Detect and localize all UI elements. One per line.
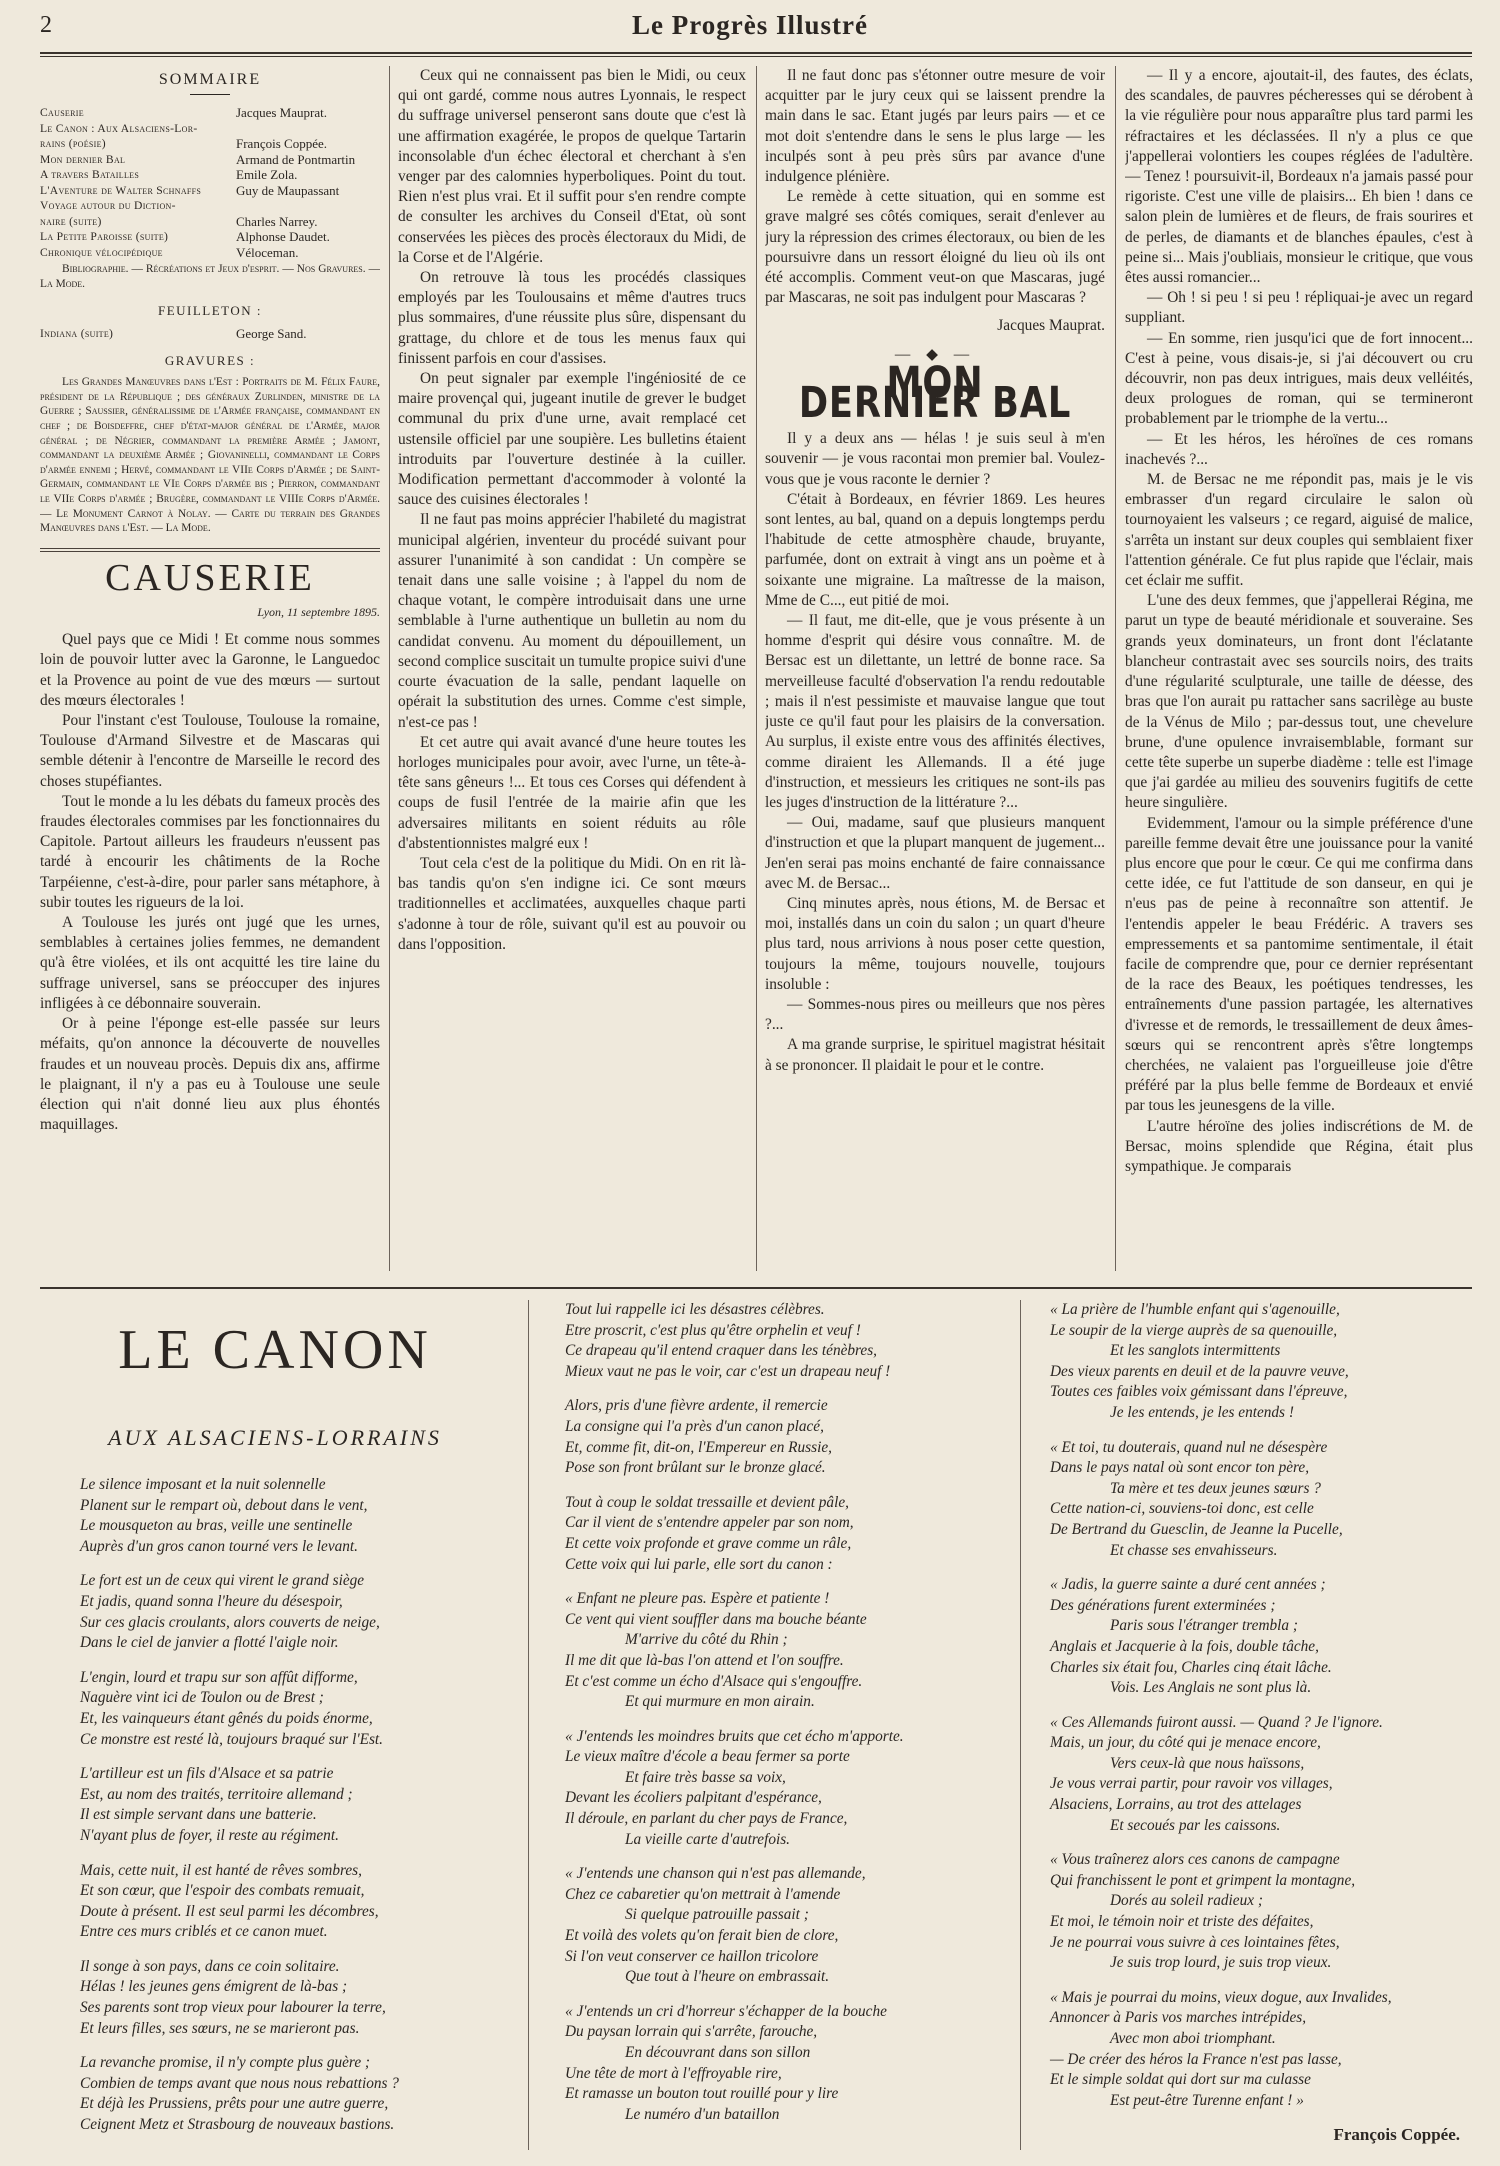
article-paragraph: C'était à Bordeaux, en février 1869. Les heures sont lentes, au bal, quand on a depuis longtemps perdu l'habitude de cette atmosphère chaude, bruyante, parfumée, dont on extrait à vingt ans un poème et à soixante une migraine. La maîtresse de la maison, Mme de C..., eut pitié de moi. (765, 490, 1105, 609)
poem-line: Et déjà les Prussiens, prêts pour une autre guerre, (80, 2095, 389, 2113)
poem-stanza (565, 1727, 995, 1851)
poem-line: « Ces Allemands fuiront aussi. — Quand ? Je l'ignore. (1050, 1713, 1383, 1731)
poem-stanza (1050, 1575, 1460, 1699)
toc-row (40, 121, 380, 137)
poem-line: Ce drapeau qu'il entend craquer dans les ténèbres, (565, 1342, 877, 1360)
toc-author: Jacques Mauprat. (236, 105, 327, 121)
poem-line: Il déroule, en parlant du cher pays de France, (565, 1810, 848, 1828)
article-paragraph: A ma grande surprise, le spirituel magistrat hésitait à se prononcer. Il plaidait le pour et le contre. (765, 1036, 1105, 1074)
toc-section: L'Aventure de Walter Schnaffs (40, 183, 202, 197)
causerie-text-b (398, 66, 746, 955)
poem-line: Paris sous l'étranger trembla ; (1110, 1617, 1298, 1635)
poem-line: Il est simple servant dans une batterie. (80, 1806, 317, 1824)
poem-line: Le fort est un de ceux qui virent le grand siège (80, 1572, 365, 1590)
column-1 (40, 66, 380, 1266)
toc-author: Emile Zola. (236, 167, 298, 183)
poem-line: Du paysan lorrain qui s'arrête, farouche, (565, 2023, 818, 2041)
article-paragraph: M. de Bersac ne me répondit pas, mais je le vis embrasser d'un regard circulaire le salon où tournoyaient les valseurs ; ce regard, aiguisé de malice, s'arrêta un instant sur deux couples qui semblaient fixer l'attention générale. Ce fut plus rapide que l'éclair, mais cet éclair me suffit. (1125, 471, 1473, 590)
toc-section: Indiana (suite) (40, 326, 114, 340)
poem-line: Chez ce cabaretier qu'on mettrait à l'amende (565, 1885, 841, 1903)
gravures-text: Les Grandes Manœuvres dans l'Est : Portraits de M. Félix Faure, président de la République ; des généraux Zurlinden, ministre de la Guerre ; Saussier, généralissime de l'Armée française, commandant en chef ; de Boisdeffre, chef d'état-major général de l'Armée, major général ; de Négrier, commandant la première Armée ; Jamont, commandant la deuxième Armée ; Giovaninelli, commandant le Corps d'armée ennemi ; Hervé, commandant le VIIe Corps d'Armée ; de Saint-Germain, commandant le VIe Corps d'armée bis ; Pierron, commandant le VIIe Corps d'armée ; Brugère, commandant le VIIIe Corps d'Armée. — Le Monument Carnot à Nolay. — Carte du terrain des Grandes Manœuvres dans l'Est. — La Mode. (40, 376, 380, 535)
poem-line: Dans le ciel de janvier a flotté l'aigle noir. (80, 1634, 339, 1652)
poem-line: Mais, cette nuit, il est hanté de rêves sombres, (80, 1861, 362, 1879)
poem-line: Dans le pays natal où sont encor ton père, (1050, 1459, 1310, 1477)
article-paragraph: — Et les héros, les héroïnes de ces romans inachevés ?... (1125, 430, 1473, 468)
toc-section: Chronique vélocipédique (40, 245, 163, 259)
poem-line: Est peut-être Turenne enfant ! » (1110, 2091, 1304, 2109)
poem-line: Ce monstre est resté là, toujours braqué sur l'Est. (80, 1730, 383, 1748)
poem-line: Vois. Les Anglais ne sont plus là. (1110, 1679, 1312, 1697)
poem-title: LE CANON (118, 1319, 432, 1381)
poem-line: « Vous traînerez alors ces canons de campagne (1050, 1851, 1340, 1869)
poem-line: Et qui murmure en mon airain. (625, 1693, 815, 1711)
article-paragraph: A Toulouse les jurés ont jugé que les urnes, semblables à certaines jolies femmes, ne demandent qu'à être violées, et ils ont acquitté les tire laine du suffrage universel, sans se préoccuper des injures infligées à ce débonnaire souverain. (40, 914, 380, 1012)
article-paragraph: Et cet autre qui avait avancé d'une heure toutes les horloges municipales pour avoir, avec l'urne, un tête-à-tête sans gêneurs !... Et tous ces Corses qui défendent à coups de fusil l'entrée de la mairie afin que les adversaires militants en soient réduits au rôle d'abstentionnistes malgré eux ! (398, 733, 746, 852)
poem-line: Et jadis, quand sonna l'heure du désespoir, (80, 1592, 343, 1610)
poem-stanza (565, 1589, 995, 1713)
poem-line: Combien de temps avant que nous nous rebattions ? (80, 2074, 399, 2092)
poem-line: Et voilà des volets qu'on ferait bien de clore, (565, 1927, 839, 1945)
poem-line: Et ramasse un bouton tout rouillé pour y lire (565, 2085, 839, 2103)
poem-line: Sur ces glacis croulants, alors couverts de neige, (80, 1613, 380, 1631)
poem-line: Que tout à l'heure on embrassait. (625, 1968, 830, 1986)
article-paragraph: — Il y a encore, ajoutait-il, des fautes, des éclats, des scandales, de pauvres pécheresses qui se dérobent à la vie régulière pour nous apparaître plus tard parmi les réfractaires et les déclassées. Il n'y a plus ce que j'appellerai volontiers les coupes réglées de l'adultère. — Tenez ! poursuivit-il, Bordeaux n'a jamais passé pour rigoriste. C'est une ville de plaisirs... Eh bien ! dans ce salon plein de lumières et de fleurs, de frais sourires et de perles, de diamants et de blanches épaules, c'est à peine si... Mais j'oubliais, monsieur le critique, que vous êtes aussi romancier... (1125, 67, 1473, 287)
article-paragraph: Il ne faut donc pas s'étonner outre mesure de voir acquitter par le jury ceux qui se laissent prendre la main dans le sac. Etant jugés par leurs pairs — et ce mot doit s'entendre dans le sens le plus large — les inculpés sont à peu près sûrs par avance d'une indulgence plénière. (765, 67, 1105, 186)
poem-line: Des vieux parents en deuil et de la pauvre veuve, (1050, 1362, 1349, 1380)
column-3 (765, 66, 1105, 1266)
section-divider (40, 548, 380, 552)
poem-line: Il songe à son pays, dans ce coin solitaire. (80, 1957, 340, 1975)
poem-line: Planent sur le rempart où, debout dans le vent, (80, 1496, 368, 1514)
poem-stanza (1050, 1438, 1460, 1562)
middle-rule (40, 1287, 1472, 1289)
poem-line: Ce vent qui vient souffler dans ma bouche béante (565, 1610, 867, 1628)
article-paragraph: On retrouve là tous les procédés classiques employés par les Toulousains et même d'autres trucs plus sommaires, d'une réussite plus sûre, dispensant du grattage, du chlore et de tous les menus faux qui finissent parfois en cour d'assises. (398, 269, 746, 367)
toc-row (40, 105, 380, 121)
poem-stanza (80, 1668, 480, 1750)
poem-line: « J'entends un cri d'horreur s'échapper de la bouche (565, 2002, 887, 2020)
poem-line: Le soupir de la vierge auprès de sa quenouille, (1050, 1321, 1338, 1339)
poem-line: Et moi, le témoin noir et triste des défaites, (1050, 1913, 1314, 1931)
poem-line: De Bertrand du Guesclin, de Jeanne la Pucelle, (1050, 1520, 1343, 1538)
poem-stanza (1050, 1300, 1460, 1424)
article-paragraph: Evidemment, l'amour ou la simple préférence d'une pareille femme devait être une jouissance pour la vanité plus encore que pour le cœur. Ce qui me confirma dans cette idée, ce fut l'attitude de son danseur, en qui je n'eus pas de peine à reconnaître son attentif. Je l'entendis appeler le beau Frédéric. A travers ses empressements et sa pantomime sentimentale, il était facile de comprendre que, pour ce dernier représentant de la race des Beaux, les poétiques tendresses, les entraînements d'une passion partagée, les alternatives d'ivresse et de remords, le tressaillement de deux âmes-sœurs qui se rencontrent après s'être longtemps cherchées, ne valaient pas l'orgueilleuse joie d'être préféré par la plus belle femme de Bordeaux et envié par tous les jeunesgens de la ville. (1125, 814, 1473, 1115)
poem-line: Alors, pris d'une fièvre ardente, il remercie (565, 1397, 828, 1415)
poem-column-1 (80, 1475, 480, 2150)
poem-line: Ceignent Metz et Strasbourg de nouveaux bastions. (80, 2116, 395, 2134)
article-paragraph: L'une des deux femmes, que j'appellerai Régina, me parut un type de beauté méridionale et souveraine. Ses grands yeux dominateurs, un front dont l'éclatante blancheur contrastait avec ses sourcils noirs, des traits d'une régularité sculpturale, une taille de déesse, des bras que l'on aurait pu rattacher sans sacrilège au buste de la Vénus de Milo ; par-dessus tout, une chevelure brune, d'une opulence invraisemblable, formant sur cette tête superbe un superbe diadème : telle est l'image que j'ai gardée au milieu des souvenirs fugitifs de cette heure singulière. (1125, 592, 1473, 812)
poem-stanza (565, 1493, 995, 1575)
poem-line: Et c'est comme un écho d'Alsace qui s'engouffre. (565, 1672, 863, 1690)
poem-line: Si quelque patrouille passait ; (625, 1906, 809, 1924)
poem-column-2 (565, 1300, 995, 2139)
poem-line: Etre proscrit, c'est plus qu'être orphelin et veuf ! (565, 1321, 861, 1339)
poem-line: Ta mère et tes deux jeunes sœurs ? (1110, 1479, 1321, 1497)
article-paragraph: Pour l'instant c'est Toulouse, Toulouse la romaine, Toulouse d'Armand Silvestre et de Mascaras qui semble détenir à l'encontre de Marseille le record des choses stupéfiantes. (40, 712, 380, 790)
poem-line: « Jadis, la guerre sainte a duré cent années ; (1050, 1576, 1326, 1594)
poem-line: Le silence imposant et la nuit solennelle (80, 1476, 326, 1493)
poem-line: Le vieux maître d'école a beau fermer sa porte (565, 1748, 850, 1766)
article-paragraph: Or à peine l'éponge est-elle passée sur leurs méfaits, qu'on annonce la découverte de nouvelles fraudes et un nouveau procès. Depuis dix ans, affirme le plaignant, il n'y a pas eu à Toulouse une seule élection qui n'ait donné lieu aux plus éhontés maquillages. (40, 1015, 380, 1134)
poem-line: Le numéro d'un bataillon (625, 2105, 780, 2123)
poem-line: Vers ceux-là que nous haïssons, (1110, 1754, 1305, 1772)
poem-line: Entre ces murs criblés et ce canon muet. (80, 1923, 328, 1941)
poem-line: Cette nation-ci, souviens-toi donc, est celle (1050, 1500, 1314, 1518)
poem-subtitle: AUX ALSACIENS-LORRAINS (108, 1425, 442, 1450)
poem-line: Devant les écoliers palpitant d'espérance, (565, 1789, 822, 1807)
article-paragraph: On peut signaler par exemple l'ingéniosité de ce maire provençal qui, jugeant inutile de grever le budget communal du prix d'une urne, avait remplacé cet ustensile officiel par une soupière. Les bulletins étaient introduits par l'ouverture destinée à la cuiller. Modification permettant d'accommoder à volonté la sauce des cuisines électorales ! (398, 370, 746, 509)
toc-author: Armand de Pontmartin (236, 151, 356, 167)
toc-section: Causerie (40, 106, 84, 120)
poem-line: Dorés au soleil radieux ; (1110, 1892, 1263, 1910)
bal-text-a (765, 429, 1105, 1076)
bal-title: MON DERNIER BAL (798, 357, 1072, 429)
poem-stanza (1050, 1988, 1460, 2112)
article-paragraph: — Oh ! si peu ! si peu ! répliquai-je avec un regard suppliant. (1125, 289, 1473, 327)
article-paragraph: Il ne faut pas moins apprécier l'habileté du magistrat municipal algérien, inventeur du procédé suivant pour assurer l'unanimité à son candidat : Un compère se tenait dans une salle voisine ; à l'appel du nom de chaque votant, le compère introduisait dans une urne semblable à l'urne authentique un bulletin au nom du candidat convenu. Au moment du dépouillement, un second complice suscitait un tumulte propice suivi d'une courte évacuation de la salle, pendant laquelle on opérait la substitution des urnes. Comme c'est simple, n'est-ce pas ! (398, 511, 746, 731)
poem-line: Charles six était fou, Charles cinq était lâche. (1050, 1658, 1332, 1676)
poem-line: Une tête de mort à l'effroyable rire, (565, 2064, 782, 2082)
poem-line: Alsaciens, Lorrains, au trot des attelages (1050, 1796, 1302, 1814)
poem-line: Cette voix qui lui parle, elle sort du canon : (565, 1555, 833, 1573)
poem-stanza (80, 1475, 480, 1557)
poem-line: Tout lui rappelle ici les désastres célèbres. (565, 1301, 825, 1318)
poem-divider (528, 1300, 529, 2150)
toc-section: Le Canon : Aux Alsaciens-Lor- (40, 121, 198, 135)
poem-line: Si l'on veut conserver ce haillon tricolore (565, 1947, 819, 1965)
poem-line: « J'entends les moindres bruits que cet écho m'apporte. (565, 1727, 904, 1745)
toc-row (40, 214, 380, 230)
column-divider (389, 66, 390, 1271)
poem-line: Doute à présent. Il est seul parmi les décombres, (80, 1902, 379, 1920)
poem-stanza (80, 1957, 480, 2039)
article-paragraph: Le remède à cette situation, qui en somme est grave malgré ses côtés comiques, serait d'enlever au jury la répression des crimes électoraux, ou bien de les poursuivre dans un ressort éloigné du lieu où ils ont été accomplis. Comment veut-on que Mascaras, jugé par Mascaras, ne soit pas indulgent pour Mascaras ? (765, 188, 1105, 307)
toc-section: Mon dernier Bal (40, 152, 126, 166)
poem-stanza (80, 1861, 480, 1943)
toc-author: Véloceman. (236, 244, 299, 260)
poem-line: Qui franchissent le pont et grimpent la montagne, (1050, 1871, 1356, 1889)
toc-author: Alphonse Daudet. (236, 229, 330, 245)
poem-line: Est, au nom des traités, territoire allemand ; (80, 1785, 353, 1803)
toc-section: Voyage autour du Diction- (40, 199, 176, 213)
poem-line: La revanche promise, il n'y compte plus guère ; (80, 2054, 371, 2072)
poem-stanza (565, 1300, 995, 1382)
poem-line: Mieux vaut ne pas le voir, car c'est un drapeau neuf ! (565, 1362, 891, 1380)
article-paragraph: L'autre héroïne des jolies indiscrétions de M. de Bersac, moins splendide que Régina, était plus sympathique. Je comparais (1125, 1117, 1473, 1175)
poem-divider (1020, 1300, 1021, 2150)
poem-column-3 (1050, 1300, 1460, 2146)
gravures-title: GRAVURES : (164, 353, 256, 369)
toc-section: A travers Batailles (40, 168, 140, 182)
article-paragraph: Quel pays que ce Midi ! Et comme nous sommes loin de pouvoir lutter avec la Garonne, le Languedoc et la Provence au point de vue des mœurs — surtout des mœurs électorales ! (40, 631, 380, 709)
poem-line: Pose son front brûlant sur le bronze glacé. (565, 1459, 826, 1477)
page-number: 2 (40, 12, 52, 38)
poem-line: Mais, un jour, du côté qui je menace encore, (1050, 1734, 1321, 1752)
toc-row (40, 167, 380, 183)
poem-line: Et, comme fit, dit-on, l'Empereur en Russie, (565, 1438, 832, 1456)
poem-line: Je vous verrai partir, pour ravoir vos villages, (1050, 1775, 1333, 1793)
toc-author: François Coppée. (236, 136, 327, 152)
poem-line: Auprès d'un gros canon tourné vers le levant. (80, 1537, 359, 1555)
poem-signature: François Coppée. (1333, 2125, 1460, 2145)
poem-line: « J'entends une chanson qui n'est pas allemande, (565, 1865, 866, 1883)
poem-line: — De créer des héros la France n'est pas lasse, (1050, 2050, 1342, 2068)
column-2 (398, 66, 746, 1266)
poem-line: Et leurs filles, ses sœurs, ne se marieront pas. (80, 2019, 360, 2037)
poem-line: Naguère vint ici de Toulon ou de Brest ; (80, 1689, 324, 1707)
article-paragraph: — Sommes-nous pires ou meilleurs que nos pères ?... (765, 995, 1105, 1034)
toc-row (40, 136, 380, 152)
poem-line: M'arrive du côté du Rhin ; (625, 1631, 788, 1649)
poem-line: N'ayant plus de foyer, il reste au régiment. (80, 1826, 339, 1844)
sommaire-list (40, 105, 380, 260)
journal-title: Le Progrès Illustré (632, 10, 868, 40)
poem-line: Et son cœur, que l'espoir des combats remuait, (80, 1882, 365, 1900)
poem-line: Il me dit que là-bas l'on attend et l'on souffre. (565, 1651, 844, 1669)
poem-stanza (1050, 1713, 1460, 1837)
poem-line: Le mousqueton au bras, veille une sentinelle (80, 1517, 353, 1535)
poem-line: « Mais je pourrai du moins, vieux dogue, aux Invalides, (1050, 1988, 1392, 2006)
poem-line: Et chasse ses envahisseurs. (1110, 1541, 1278, 1559)
header-rule (40, 52, 1472, 54)
column-divider (1115, 66, 1116, 1271)
article-paragraph: Ceux qui ne connaissent pas bien le Midi, ou ceux qui ont gardé, comme nous autres Lyonnais, le respect du suffrage universel penseront sans doute que c'est là une affirmation exagérée, le propos de quelque Tartarin inconsolable d'un échec électoral et cherchant à s'en venger par des calomnies hyperboliques. Point du tout. Rien n'est plus vrai. Et il suffit pour s'en rendre compte de consulter les archives du Conseil d'Etat, où sont conservées les pièces des procès électoraux du Midi, de la Corse et de l'Algérie. (398, 67, 746, 266)
poem-line: Et, les vainqueurs étant gênés du poids énorme, (80, 1709, 373, 1727)
poem-line: La vieille carte d'autrefois. (625, 1830, 790, 1848)
feuilleton-title: FEUILLETON : (157, 303, 263, 319)
poem-line: Toutes ces faibles voix gémissant dans l'épreuve, (1050, 1383, 1348, 1401)
article-paragraph: Il y a deux ans — hélas ! je suis seul à m'en souvenir — je vous racontai mon premier bal. Voulez-vous que je vous raconte le dernier ? (765, 430, 1105, 488)
toc-author: Charles Narrey. (236, 213, 318, 229)
poem-line: Et secoués par les caissons. (1110, 1816, 1281, 1834)
toc-section: rains (poésie) (40, 137, 106, 151)
article-paragraph: — Oui, madame, sauf que plusieurs manquent d'instruction et que la plupart manquent de jugement... Jen'en serai pas moins enchanté de faire connaissance avec M. de Bersac... (765, 814, 1105, 892)
poem-line: Je suis trop lourd, je suis trop vieux. (1110, 1954, 1332, 1972)
causerie-text-a (40, 630, 380, 1135)
poem-stanza (565, 1864, 995, 1988)
poem-line: Et cette voix profonde et grave comme un râle, (565, 1534, 852, 1552)
column-divider (756, 66, 757, 1271)
poem-stanza (80, 1571, 480, 1653)
poem-line: « Enfant ne pleure pas. Espère et patiente ! (565, 1590, 830, 1608)
poem-line: La consigne qui l'a près d'un canon placé, (565, 1417, 824, 1435)
poem-stanza (565, 1396, 995, 1478)
causerie-signature: Jacques Mauprat. (997, 317, 1105, 335)
poem-stanza (80, 1764, 480, 1846)
article-paragraph: — Il faut, me dit-elle, que je vous présente à un homme d'esprit qui désire vous connaître. M. de Bersac est un dilettante, un lettré de bonne race. Sa merveilleuse faculté d'observation l'a rendu redoutable ; mais il n'est pessimiste et mauvaise langue que tout juste ce qu'il faut pour les plaisirs de la conversation. Au surplus, il existe entre vous des affinités électives, comme diraient les Allemands. Il a été juge d'instruction, et messieurs les critiques ne sont-ils pas les juges d'instruction de la littérature ?... (765, 612, 1105, 811)
causerie-title: CAUSERIE (105, 556, 315, 599)
toc-row (40, 198, 380, 214)
poem-line: Car il vient de s'entendre appeler par son nom, (565, 1514, 854, 1532)
poem-line: Hélas ! les jeunes gens émigrent de là-bas ; (80, 1978, 348, 1996)
poem-line: Anglais et Jacquerie à la fois, double tâche, (1050, 1637, 1319, 1655)
poem-line: Des générations furent exterminées ; (1050, 1596, 1276, 1614)
poem-line: Avec mon aboi triomphant. (1110, 2030, 1276, 2047)
toc-author: George Sand. (236, 325, 307, 341)
poem-line: En découvrant dans son sillon (625, 2044, 811, 2061)
toc-section: naire (suite) (40, 214, 102, 228)
header-rule-thin (40, 56, 1472, 57)
toc-author (236, 198, 380, 214)
poem-line: Et faire très basse sa voix, (625, 1768, 786, 1786)
poem-line: Ses parents sont trop vieux pour labourer la terre, (80, 1999, 386, 2017)
toc-row (40, 152, 380, 168)
toc-row (40, 183, 380, 199)
poem-line: Je les entends, je les entends ! (1110, 1403, 1294, 1421)
article-paragraph: Tout cela c'est de la politique du Midi. On en rit là-bas tandis qu'on s'en indigne ici. Ce sont mœurs traditionnelles et acclimatées, auxquelles chaque parti s'adonne à tour de rôle, suivant qu'il est au pouvoir ou dans l'opposition. (398, 854, 746, 953)
poem-line: Et les sanglots intermittents (1110, 1342, 1281, 1360)
poem-line: « La prière de l'humble enfant qui s'agenouille, (1050, 1301, 1340, 1318)
toc-section: La Petite Paroisse (suite) (40, 230, 169, 244)
poem-line: Je ne pourrai vous suivre à ces lointaines fêtes, (1050, 1933, 1340, 1951)
poem-line: Et le simple soldat qui dort sur ma culasse (1050, 2071, 1311, 2089)
toc-row (40, 229, 380, 245)
causerie-text-c (765, 66, 1105, 308)
poem-line: L'artilleur est un fils d'Alsace et sa patrie (80, 1765, 334, 1783)
column-4 (1125, 66, 1473, 1266)
poem-line: Tout à coup le soldat tressaille et devient pâle, (565, 1493, 849, 1511)
poem-line: Annoncer à Paris vos marches intrépides, (1050, 2009, 1307, 2027)
toc-author: Guy de Maupassant (236, 182, 340, 198)
sommaire-misc: Bibliographie. — Récréations et Jeux d'esprit. — Nos Gravures. — La Mode. (40, 263, 380, 290)
article-paragraph: Tout le monde a lu les débats du fameux procès des fraudes électorales commises par les fonctionnaires du Capitole. Partout ailleurs les fraudeurs n'eussent pas tardé à encourir les châtiments de la Roche Tarpéienne, c'est-à-dire, pour parler sans métaphore, à subir toutes les rigueurs de la loi. (40, 792, 380, 911)
poem-stanza (80, 2053, 480, 2135)
toc-row (40, 245, 380, 261)
toc-author (236, 121, 380, 137)
sommaire-rule (190, 94, 230, 95)
poem-line: L'engin, lourd et trapu sur son affût difforme, (80, 1668, 358, 1686)
causerie-dateline: Lyon, 11 septembre 1895. (257, 605, 380, 620)
sommaire-title: SOMMAIRE (158, 71, 262, 88)
article-paragraph: — En somme, rien jusqu'ici que de fort innocent... C'est à peine, vous disais-je, si j'ai découvert ou cru découvrir, non pas deux intrigues, mais deux velléités, deux prologues de roman, qui se termineront probablement par le triomphe de la vertu... (1125, 329, 1473, 428)
poem-stanza (565, 2002, 995, 2126)
ornament-divider: — ◆ — (894, 345, 976, 363)
poem-line: « Et toi, tu douterais, quand nul ne désespère (1050, 1438, 1328, 1456)
article-paragraph: Cinq minutes après, nous étions, M. de Bersac et moi, installés dans un coin du salon ; un quart d'heure plus tard, nous arrivions à nous poser cette question, toujours la même, toujours nouvelle, toujours insoluble : (765, 894, 1105, 993)
bal-text-b (1125, 66, 1473, 1177)
poem-stanza (1050, 1850, 1460, 1974)
toc-row (40, 326, 380, 342)
